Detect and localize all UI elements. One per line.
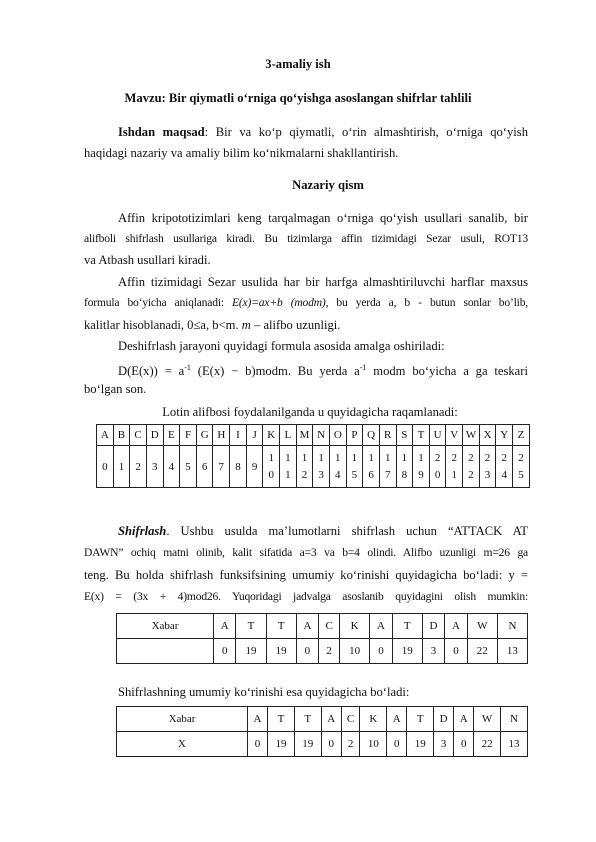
table2-letters-cell: W	[474, 707, 501, 732]
table1-values-cell: 0	[214, 639, 236, 664]
alphabet-number-cell	[463, 446, 480, 488]
table1-letters-cell: A	[445, 614, 467, 639]
table2-values-cell: 2	[341, 732, 360, 757]
table2-letters-cell: D	[434, 707, 454, 732]
alphabet-digit: 3	[318, 468, 324, 481]
para3-line: Deshifrlash jarayoni quyidagi formula asosida amalga oshiriladi:	[118, 339, 445, 353]
alphabet-digit: 1	[401, 451, 408, 464]
subject-line: Mavzu: Bir qiymatli o‘rniga qo‘yishga asoslangan shifrlar tahlili	[124, 91, 472, 105]
alphabet-number-cell	[296, 446, 313, 488]
table1-values-cell: 22	[467, 639, 497, 664]
alphabet-digit: 1	[351, 451, 358, 464]
alphabet-letter-cell: X	[479, 425, 496, 446]
table2-values-cell: 3	[434, 732, 454, 757]
alphabet-letter-cell: N	[313, 425, 330, 446]
alphabet-digit: 8	[401, 468, 408, 481]
message-table	[116, 613, 528, 664]
alphabet-letter-cell: D	[146, 425, 163, 446]
table1-letters-cell: D	[422, 614, 444, 639]
table1-letters-cell: T	[392, 614, 422, 639]
shifr-line-4: E(x) = (3x + 4)mod26. Yuqoridagi jadvalga asoslanib quyidagini olish mumkin:	[84, 590, 528, 603]
table1-values-cell: 10	[340, 639, 370, 664]
para4-line-1	[118, 360, 528, 379]
table2-letters-cell: T	[407, 707, 434, 732]
table1-letters-cell: W	[467, 614, 497, 639]
goal-text-1: : Bir va ko‘p qiymatli, o‘rin almashtirish, o‘rniga qo‘yish	[204, 125, 528, 139]
table2-values-cell: 19	[407, 732, 434, 757]
alphabet-number-cell: 8	[230, 446, 247, 488]
alphabet-letter-cell: Y	[496, 425, 513, 446]
shifr-line-3: teng. Bu holda shifrlash funksifsining umumiy ko‘rinishi quyidagicha bo‘ladi: y =	[84, 568, 528, 582]
alphabet-letter-cell: C	[130, 425, 147, 446]
table2-values-cell: 22	[474, 732, 501, 757]
table2-values-cell: 13	[501, 732, 528, 757]
general-form-table	[116, 706, 528, 757]
alphabet-table	[96, 424, 530, 488]
para4-b: (E(x) − b)modm. Bu yerda a	[190, 364, 360, 379]
doc-title: 3-amaliy ish	[265, 57, 331, 71]
table1-letters-cell: A	[296, 614, 318, 639]
alphabet-letter-cell: A	[97, 425, 114, 446]
alphabet-letter-cell: Q	[363, 425, 380, 446]
alphabet-letter-cell: P	[346, 425, 363, 446]
alphabet-digit: 4	[335, 468, 341, 481]
table2-letters-cell: N	[501, 707, 528, 732]
table2-values-cell: 19	[268, 732, 295, 757]
table2-letters-cell: A	[454, 707, 474, 732]
alphabet-number-cell	[513, 446, 530, 488]
alphabet-digit: 1	[285, 451, 291, 464]
formula-text: E(x)=ax+b (modm)	[232, 296, 326, 309]
alphabet-number-cell	[379, 446, 396, 488]
alphabet-digit: 2	[468, 468, 474, 481]
shifr-line-2: DAWN” ochiq matni olinib, kalit sifatida a=3 va b=4 olindi. Alifbo uzunligi m=26 ga	[84, 546, 528, 559]
alphabet-letter-cell: O	[329, 425, 346, 446]
alphabet-letter-cell: T	[413, 425, 430, 446]
para1-line-1: Affin kripototizimlari keng tarqalmagan o‘rniga qo‘yish usullari sanalib, bir	[118, 211, 528, 225]
table1-values-cell: 0	[296, 639, 318, 664]
table2-values-cell: 0	[387, 732, 407, 757]
para2-line-1: Affin tizimidagi Sezar usulida har bir harfga almashtiriluvchi harflar maxsus	[118, 275, 528, 289]
table2-letters-cell: A	[248, 707, 268, 732]
table1-letters-cell: C	[319, 614, 340, 639]
alphabet-letter-cell: B	[113, 425, 130, 446]
para1-line-2: alifboli shifrlash usullariga kiradi. Bu tizimlarga affin tizimidagi Sezar usuli, ROT13	[84, 232, 528, 245]
general-form-line: Shifrlashning umumiy ko‘rinishi esa quyidagicha bo‘ladi:	[118, 685, 410, 699]
para2-line-2	[84, 295, 528, 311]
shifr-line-1	[118, 523, 528, 539]
message-empty-cell	[117, 639, 214, 664]
alphabet-letter-cell: S	[396, 425, 413, 446]
para2-line-3	[84, 317, 340, 333]
alphabet-number-cell: 5	[180, 446, 197, 488]
alphabet-number-cell	[446, 446, 463, 488]
table2-letters-cell: T	[294, 707, 321, 732]
general-values-row	[117, 732, 528, 757]
para4-a: D(E(x)) = a	[118, 364, 185, 379]
alphabet-number-cell	[396, 446, 413, 488]
shifr-text-1: . Ushbu usulda ma’lumotlarni shifrlash uchun “ATTACK AT	[166, 524, 528, 538]
alphabet-digit: 1	[268, 451, 274, 464]
alphabet-digit: 0	[268, 468, 274, 481]
alphabet-digit: 1	[384, 451, 391, 464]
goal-line-2: haqidagi nazariy va amaliy bilim ko‘nikmalarni shakllantirish.	[84, 146, 399, 160]
table1-values-cell: 0	[370, 639, 392, 664]
alphabet-digit: 1	[335, 451, 341, 464]
goal-line-1	[118, 124, 528, 140]
alphabet-number-cell: 0	[97, 446, 114, 488]
table2-letters-cell: C	[341, 707, 360, 732]
alphabet-number-cell: 9	[246, 446, 263, 488]
table1-values-cell: 2	[319, 639, 340, 664]
alphabet-digit: 4	[501, 468, 507, 481]
para4-line-2: bo‘lgan son.	[84, 382, 147, 396]
para2-l2-post: , bu yerda a, b - butun sonlar bo’lib,	[325, 296, 528, 309]
general-x-cell: X	[117, 732, 248, 757]
table2-values-cell: 0	[321, 732, 341, 757]
shifr-label: Shifrlash	[118, 524, 167, 538]
section-title: Nazariy qism	[292, 178, 364, 192]
table2-values-cell: 10	[360, 732, 387, 757]
table2-values-cell: 19	[294, 732, 321, 757]
alphabet-number-cell: 1	[113, 446, 130, 488]
table1-letters-cell: T	[236, 614, 266, 639]
alphabet-digit: 1	[318, 451, 324, 464]
table2-values-cell: 0	[248, 732, 268, 757]
alphabet-number-cell: 7	[213, 446, 230, 488]
general-label-cell: Xabar	[117, 707, 248, 732]
alphabet-digit: 2	[484, 451, 491, 464]
table1-values-cell: 19	[392, 639, 422, 664]
alphabet-digit: 2	[451, 451, 458, 464]
alphabet-letter-cell: I	[230, 425, 247, 446]
alphabet-digit: 2	[301, 468, 308, 481]
superscript-1: -1	[184, 363, 191, 372]
alphabet-digit: 2	[518, 451, 524, 464]
table1-values-cell: 19	[236, 639, 266, 664]
alphabet-number-cell	[280, 446, 297, 488]
alphabet-letter-cell: W	[463, 425, 480, 446]
alphabet-number-cell	[313, 446, 330, 488]
alphabet-letter-cell: G	[196, 425, 213, 446]
alphabet-number-cell	[496, 446, 513, 488]
alphabet-number-cell	[413, 446, 430, 488]
table1-letters-cell: K	[340, 614, 370, 639]
alphabet-letters-row	[97, 425, 530, 446]
alphabet-digit: 9	[418, 468, 424, 481]
alphabet-digit: 2	[434, 451, 441, 464]
alphabet-digit: 1	[285, 468, 291, 481]
table1-letters-cell: A	[370, 614, 392, 639]
alphabet-letter-cell: K	[263, 425, 280, 446]
alphabet-number-cell	[263, 446, 280, 488]
table2-letters-cell: A	[387, 707, 407, 732]
table1-values-cell: 13	[497, 639, 527, 664]
alphabet-digit: 2	[501, 451, 507, 464]
alphabet-digit: 0	[434, 468, 441, 481]
alphabet-letter-cell: E	[163, 425, 180, 446]
alphabet-digit: 3	[484, 468, 491, 481]
alphabet-number-cell: 3	[146, 446, 163, 488]
message-label-cell: Xabar	[117, 614, 214, 639]
alphabet-number-cell	[329, 446, 346, 488]
alphabet-number-cell	[363, 446, 380, 488]
alphabet-number-cell	[429, 446, 446, 488]
alphabet-digit: 5	[351, 468, 358, 481]
para2-l3-pre: kalitlar hisoblanadi, 0≤a, b<m.	[84, 318, 242, 332]
alphabet-digit: 1	[301, 451, 308, 464]
table1-values-cell: 19	[266, 639, 296, 664]
message-values-row	[117, 639, 528, 664]
para4-c: modm bo‘yicha a ga teskari	[366, 364, 528, 379]
table1-letters-cell: A	[214, 614, 236, 639]
message-letters-row	[117, 614, 528, 639]
alphabet-digit: 1	[368, 451, 374, 464]
alphabet-digit: 5	[518, 468, 524, 481]
table2-letters-cell: T	[268, 707, 295, 732]
table2-letters-cell: K	[360, 707, 387, 732]
alphabet-numbers-row	[97, 446, 530, 488]
goal-label: Ishdan maqsad	[118, 125, 205, 139]
table2-letters-cell: A	[321, 707, 341, 732]
table1-values-cell: 0	[445, 639, 467, 664]
alphabet-letter-cell: H	[213, 425, 230, 446]
para2-l3-post: – alifbo uzunligi.	[250, 318, 341, 332]
alphabet-letter-cell: M	[296, 425, 313, 446]
alphabet-digit: 6	[368, 468, 374, 481]
alphabet-letter-cell: J	[246, 425, 263, 446]
alphabet-letter-cell: R	[379, 425, 396, 446]
alphabet-number-cell: 6	[196, 446, 213, 488]
alphabet-number-cell: 4	[163, 446, 180, 488]
alphabet-letter-cell: U	[429, 425, 446, 446]
alphabet-letter-cell: L	[280, 425, 297, 446]
alphabet-letter-cell: V	[446, 425, 463, 446]
alphabet-letter-cell: F	[180, 425, 197, 446]
alphabet-letter-cell: Z	[513, 425, 530, 446]
table1-letters-cell: T	[266, 614, 296, 639]
table1-values-cell: 3	[422, 639, 444, 664]
para2-l2-pre: formula bo‘yicha aniqlanadi:	[84, 296, 233, 309]
superscript-2: -1	[359, 363, 367, 372]
para2-m: m	[241, 318, 251, 332]
alphabet-digit: 1	[451, 468, 458, 481]
alphabet-number-cell	[346, 446, 363, 488]
alphabet-number-cell	[479, 446, 496, 488]
alphabet-intro: Lotin alifbosi foydalanilganda u quyidagicha raqamlanadi:	[162, 405, 458, 419]
table2-values-cell: 0	[454, 732, 474, 757]
alphabet-digit: 2	[468, 451, 474, 464]
alphabet-digit: 1	[418, 451, 424, 464]
alphabet-number-cell: 2	[130, 446, 147, 488]
alphabet-digit: 7	[384, 468, 391, 481]
para1-line-3: va Atbash usullari kiradi.	[84, 253, 211, 267]
general-letters-row	[117, 707, 528, 732]
table1-letters-cell: N	[497, 614, 527, 639]
